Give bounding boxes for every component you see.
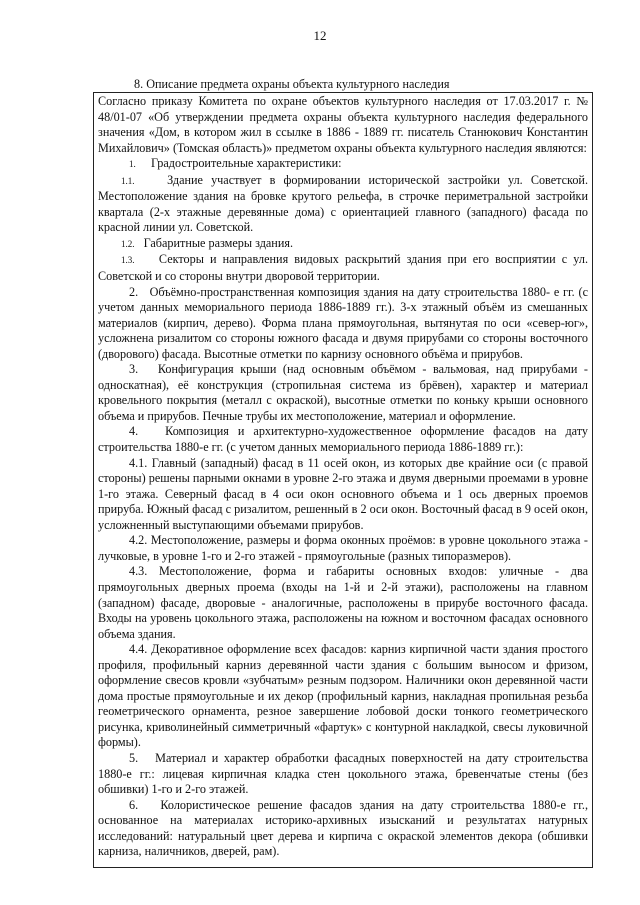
section-heading: 8. Описание предмета охраны объекта культурного наследия xyxy=(134,77,450,91)
item-text: Местоположение, размеры и форма оконных проёмов: в уровне цокольного этажа - лучковые, в уровне 1-го и 2-го этажей - прямоугольные (разных типоразмеров). xyxy=(98,533,588,563)
item-5 xyxy=(98,751,588,798)
item-text: Объёмно-пространственная композиция здания на дату строительства 1880- е гг. (с учетом данных мемориального периода 1886-1889 гг.). 3-х этажный объём из смешанных материалов (кирпич, дерево). Форма плана прямоугольная, вытянутая по оси «север-юг», усложнена ризалитом со стороны южного фасада и двумя прирубами со стороны восточного (дворового) фасада. Высотные отметки по карнизу основного объёма и прирубов. xyxy=(98,284,588,361)
item-text: Секторы и направления видовых раскрытий здания при его восприятии с ул. Советской и со стороны внутри дворовой территории. xyxy=(98,252,588,284)
page-number: 12 xyxy=(313,28,327,43)
paragraph-text: Согласно приказу Комитета по охране объектов культурного наследия от 17.03.2017 г. № 48/01-07 «Об утверждении предмета охраны объекта культурного наследия федерального значения «Дом, в котором жил в ссылке в 1886 - 1889 гг. писатель Станюкович Константин Михайлович» (Томская область)» предметом охраны объекта культурного наследия являются: xyxy=(98,94,588,155)
item-text: Здание участвует в формировании исторической застройки ул. Советской. Местоположение здания на бровке крутого рельефа, в строчке периметральной застройки квартала (2-х этажные деревянные дома) с ориентацией главного (западного) фасада по красной линии ул. Советской. xyxy=(98,172,589,235)
item-number: 4.1. xyxy=(129,455,148,470)
item-3 xyxy=(98,362,588,424)
item-number: 6. xyxy=(129,797,139,812)
item-1-2 xyxy=(98,236,588,253)
intro-paragraph xyxy=(98,94,588,156)
item-4-3 xyxy=(98,564,588,642)
item-2 xyxy=(98,285,588,363)
item-number: 1.2. xyxy=(121,238,135,249)
item-text: Декоративное оформление всех фасадов: карниз кирпичной части здания простого профиля, профильный карниз деревянной части здания с большим выносом и фризом, оформление свесов кровли «зубчатым» резным подзором. Наличники окон деревянной части дома простые прямоугольные и их декор (профильный карниз, накладная пропильная резьба геометрического орнамента, резное завершение лобовой доски тонкого геометрического рисунка, криволинейный симметричный «фартук» с контурной накладкой, свесы луковичной формы). xyxy=(98,642,589,750)
item-number: 4.3. xyxy=(129,564,148,579)
item-text: Материал и характер обработки фасадных поверхностей на дату строительства 1880-е гг.: лицевая кирпичная кладка стен цокольного этажа, бревенчатые стены (без обшивки) 1-го и 2-го этажей. xyxy=(98,750,589,797)
item-1 xyxy=(98,156,588,173)
item-number: 1.3. xyxy=(121,255,135,266)
item-number: 1.1. xyxy=(121,175,135,186)
item-number: 5. xyxy=(129,750,139,765)
protection-subject-frame xyxy=(93,92,593,868)
item-number: 3. xyxy=(129,362,139,377)
item-text: Местоположение, форма и габариты основных входов: уличные - два прямоугольных дверных проема (входы на 1-й и 2-й этажи), расположены на главном (западном) фасаде, дворовые - аналогичные, расположены в прирубе восточного фасада. Входы на уровень цокольного этажа, расположены на южном и восточном фасадах основного объема здания. xyxy=(98,564,588,641)
item-number: 2. xyxy=(129,284,139,299)
item-1-1 xyxy=(98,173,588,236)
item-text: Габаритные размеры здания. xyxy=(143,235,294,250)
item-1-3 xyxy=(98,252,588,284)
item-4 xyxy=(98,424,588,455)
item-text: Конфигурация крыши (над основным объёмом - вальмовая, над прирубами - односкатная), её конструкция (стропильная система из брёвен), характер и материал кровельного покрытия (металл с окраской), высотные отметки по коньку крыши основного объема и прирубов. Печные трубы их местоположение, материал и оформление. xyxy=(98,362,588,423)
item-text: Градостроительные характеристики: xyxy=(150,156,342,171)
item-6 xyxy=(98,798,588,860)
item-text: Главный (западный) фасад в 11 осей окон, из которых две крайние оси (с правой стороны) решены парными окнами в уровне 2-го этажа и двумя дверными проемами в уровне 1-го этажа. Северный фасад в 4 оси окон основного объема и 1 ось дверных проемов прируба. Южный фасад с ризалитом, решенный в 2 оси окон. Восточный фасад в 9 осей окон, усложненный выступающими объемами прирубов. xyxy=(98,455,588,532)
item-4-1 xyxy=(98,456,588,534)
item-number: 1. xyxy=(129,159,136,170)
item-4-2 xyxy=(98,533,588,564)
item-number: 4.2. xyxy=(129,533,148,548)
item-text: Колористическое решение фасадов здания на дату строительства 1880-е гг., основанное на материалах историко-архивных изысканий и результатах натурных исследований: натуральный цвет дерева и кирпича с окраской элементов декора (обшивки карниза, наличников, дверей, рам). xyxy=(98,797,588,859)
item-text: Композиция и архитектурно-художественное оформление фасадов на дату строительства 1880-е гг. (с учетом данных мемориального периода 1886-1889 гг.): xyxy=(98,424,588,455)
item-4-4 xyxy=(98,642,588,751)
item-number: 4.4. xyxy=(129,642,148,657)
item-number: 4. xyxy=(129,424,139,439)
